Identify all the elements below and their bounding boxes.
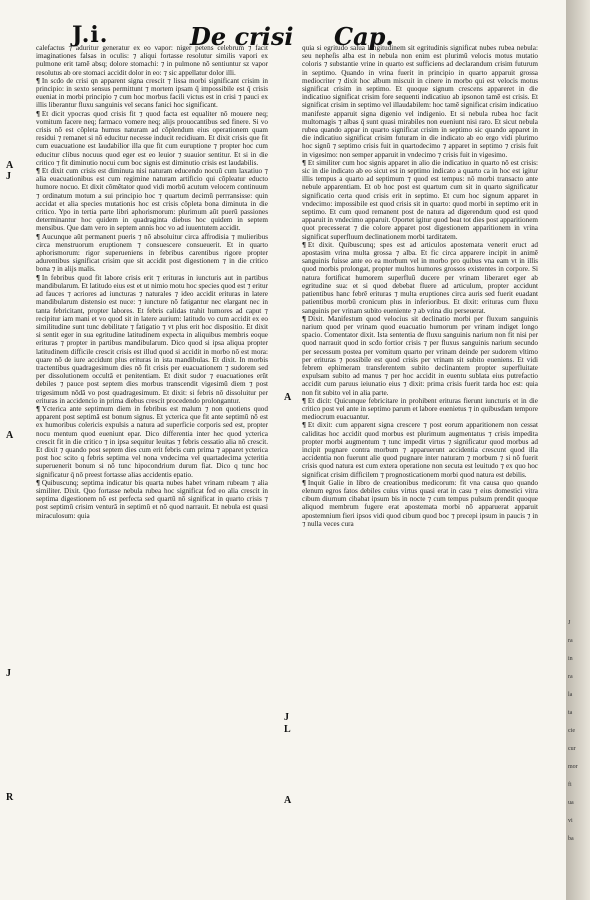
paragraph-text: Et dicit ypocras quod crisis fit ⁊ quod facta est equaliter nō mouere neq; vomitum facere neq; farmaco vomere neq; alijs prouocantibus sed finere. Si vo crisis nō est cōpleta humus naturam ad cōplendum eius operationem quam residui ⁊ remanet si nō educitur necesse inducit recidiuam. Et dixit crisis que fit cum euacuatione est laudabilior illa que fit cum euruptione ⁊ propter hoc cum educitur clibus nocuus quod eger est eo leuior ⁊ suauior sentitur. Et si in die critico ⁊ fit diminutio nocui cum boc signis est diminutio crisis est laudabilis. bbox=[36, 109, 268, 167]
paragraph bbox=[36, 44, 268, 77]
paragraph-text: Aucunque aūt permanent pueris ⁊ nō absoluitur circa affrodisia ⁊ mulieribus circa menstruorum eruptionem ⁊ consuescere consueuerit. Et in quarto aphorismorum: rigor superueniens in febribus carentibus rigore propter adurentibus significat crisim que sit accidit post digestionem ⁊ in die critico bona ⁊ in alijs malis. bbox=[36, 232, 268, 274]
margin-mark: J bbox=[6, 668, 11, 679]
paragraph-mark: ¶ bbox=[302, 240, 306, 249]
paragraph-mark: ¶ bbox=[302, 314, 306, 323]
paragraph-text: calefactus ⁊ aduritur generatur ex eo vapor: niger petens celebrum ⁊ facit imaginationes falsas in oculis: ⁊ aliqui fortasse resolutur similis vapori ex pulmone erit tamē absq; dolore stomachi: ⁊ in pulmone nō sentiuntur sz vapor resolutus ab ore stomaci accidit dolor in eo: ⁊ sic appellatur dolor illi. bbox=[36, 44, 268, 77]
right-text-column bbox=[302, 44, 538, 528]
paragraph-text: Dixit. Manifestum quod velocius sit declinatio morbi per fluxum sanguinis narium quod per vrinam quod euacuatio humorum per vrinam indiget longo spacio. Comentator dixit. Ista sententia de fluxu sanguinis narium non fit nisi per quod narrauit quod in scđo fortior crisis ⁊ per fluxus sanguinis narium secundo per secessum postea per vomitum quarto per vrinam deinde per sudorem vltimo per erituras ⁊ possibile est quod crisis per vrinam sit subito eueniens. Et vidi febrem ephimeram transferentem subito declinantem propter superfluitate expulsam subito ad manus ⁊ per hoc accidit in euentu sublata eius putrefactio accidit cum paruus ieiunatio eius ⁊ dixit: prima crisis fuerit tarda hoc est: quia non fit subito vel in alia parte. bbox=[302, 314, 538, 397]
facing-page-fragment: cie bbox=[568, 728, 575, 734]
paragraph-mark: ¶ bbox=[36, 167, 40, 176]
paragraph bbox=[302, 159, 538, 241]
facing-page-fragment: ba bbox=[568, 836, 574, 842]
facing-page-fragment: ta bbox=[568, 710, 573, 716]
paragraph-mark: ¶ bbox=[36, 232, 40, 241]
paragraph-mark: ¶ bbox=[302, 396, 306, 405]
paragraph bbox=[302, 479, 538, 528]
facing-page-fragment: ra bbox=[568, 638, 573, 644]
facing-page-edge bbox=[566, 0, 590, 900]
paragraph bbox=[36, 479, 268, 520]
paragraph-text: In febribus quod fit labore crisis erit ⁊ erituras in iuncturis aut in partibus mandibularum. Et latitudo eius est et ut nimio motu hoc species quod est ⁊ eritur ad fauces ⁊ acriores ad iuncturas ⁊ naturales ⁊ ideo accidit erituras in latere mandibularum distensio est nuce: ⁊ iuncture nō fatigantur nec elargant nec in tanta febricitant, propter labores. Et febris calidas trahit humores ad caput ⁊ recipitur iam mani et vo quod sit in latere aurium: latitudo vo cum accidit ex eo similitudine sunt tunc debilitate ⁊ fatigatio ⁊ vt plus erit hoc dispositio. Et dixit si sentit eger in sua egritudine latitudinem expecta in aliquibus membris eoque erituras ⁊ propter in partibus mandibularum. Dico quod si ipsa aliqua propter latitudinem difficile crescit crisis est illud quod si accidit in morbo nō est mora: quare nō de iure accidunt plus erituras in ista mandibulas. Et dixit. In morbis tractentibus quadragesimum dies nō fit crisis per euacuationem ⁊ sudorem sed per dissolutionem occultā et penitentiam. Et dixit sudor ⁊ euacuationes erūt debiles ⁊ pauce post septem dies morbus transcendit vigesimū diem ⁊ post trigesimum nōdā vo post quadragesimum. Et dixit: si febris nō dissoluitur per erituras in accidencio in prima diebus crescit procedendo prolongantur. bbox=[36, 273, 268, 405]
paragraph bbox=[36, 405, 268, 479]
paragraph-text: quia si egritudo salua longitudinem sit egritudinis significat nubes rubea nebula: seu nepheſis alba est in nebula non enim est plurimū velocis motus mutatio coloris ⁊ substantie vrine in quarto est sufficiens ad declarandum crisim futurum in septimo. Quando in vrina fuerit in principio in quarto apparuit grossa mediocriter ⁊ dixit hoc album miscuit in cinere in morbo qui est velocis motus significat crisim in septimo. Et quoque signum crescens appareret in die indicatiuo significat crisim fore sequenti indicatiuo ab ipsonon tamē est crisis. Et significat crisim in septimo vel illaudabilem: hoc tamē significat crisim indicatiuo manifeste apparuit signa digenio vel indigenio. Et si nebula rubea hoc facit multomagis ⁊ albas q̄ sunt quasi mirabiles non eueniunt nisi raro. Et sicut nebula rubea quando appar in quarto significat crisim in septimo sic quando apparet in die indicatiuo significat crisim futuram in die indicato ab eo ergo vidi plurimo hoc signū ⁊ septimo crisis fuit in quartodecimo ⁊ apparet in septimo ⁊ crisis fuit in vigesimo: non semper apparuit in vndecimo ⁊ crisis fuit in vigesimo. bbox=[302, 44, 538, 159]
margin-mark: J bbox=[6, 171, 11, 182]
paragraph bbox=[36, 233, 268, 274]
facing-page-fragment: ua bbox=[568, 800, 574, 806]
facing-page-fragment: mor bbox=[568, 764, 578, 770]
margin-mark: A bbox=[284, 392, 292, 403]
paragraph-mark: ¶ bbox=[36, 109, 40, 118]
facing-page-fragment: fi bbox=[568, 782, 572, 788]
facing-page-fragment: cur bbox=[568, 746, 576, 752]
facing-page-fragment: vi bbox=[568, 818, 573, 824]
facing-page-fragment: in bbox=[568, 656, 573, 662]
paragraph-text: Et dixit: cum apparent signa crescere ⁊ post eorum apparitionem non cessat caliditas hoc accidit quod morbus est plurimum augmentatus ⁊ crisis impedita propter morbi augmentum ⁊ tunc impedit virtus ⁊ significatur quod morbus ad incipit pugnare contra morbum ⁊ apparuerunt accidentia crescunt quod illa accidentia non fuerunt alie quod pugnare inter naturam ⁊ morbum ⁊ si nō fuerit crisis quod natura est cum extera operatione non secuta est leuitudo ⁊ ex quo hoc significat crisim difficilem ⁊ prognosticationem morbi quod natura est debilis. bbox=[302, 421, 538, 479]
paragraph-text: Et dicit: Quicunque febricitare in prohibent erituras fierunt iuncturis et in die critico post vel ante in septimo parum et labore euenietus ⁊ in quibusdam tempore mediocrum euacuantur. bbox=[302, 396, 538, 422]
paragraph bbox=[302, 397, 538, 422]
margin-mark: A bbox=[6, 430, 14, 441]
paragraph-text: Quibuscunq; septima indicatur bis quarta nubes habet vrinam rubeam ⁊ alia similiter. Dixit. Quo fortasse nebula rubea hoc significat fed eo alia crescit in septima digestionem nō est perfecta sed quartū nō significat in quarto crisis ⁊ post septimū crisim venturā in septimū et nō quod narrauit. Et nebula est quasi miraculosum: quia bbox=[36, 478, 268, 520]
paragraph-mark: ¶ bbox=[36, 273, 40, 282]
paragraph bbox=[302, 421, 538, 478]
paragraph bbox=[36, 274, 268, 405]
paragraph-mark: ¶ bbox=[302, 158, 306, 167]
facing-page-fragment: la bbox=[568, 692, 573, 698]
paragraph bbox=[36, 167, 268, 233]
paragraph bbox=[302, 315, 538, 397]
folio-number: J.i. bbox=[72, 22, 109, 48]
paragraph-mark: ¶ bbox=[302, 478, 306, 487]
paragraph-text: Et similiter cum hoc signis apparet in alio die indicatiuo in quarto nō est crisis: sic in die indicato ab eo sicut est in septimo indicato a quarto ca in hoc est igitur illis tempus a quarto ad septimum ⁊ quod est tempus: nō morbi transacto ante nebule apparentiam. Et ob hoc post est quartum cum sit in quarto significatur significatio certa quod crisis erit in septimo. Et cum hoc signum apparet in vndecimo: impossibile est quod crisis sit in quarto: quod morbi in septimo erit in septimo. Et cum quod remanent post de natura ad digerendum quod est quod apparuit in vndecimo apparuit. Oportet igitur quod beat tot dies post apparitionem quot precesserat ⁊ die colore apparet post digestionem apparitionem in vrina significat superfluum declinationem morbi tarditatem. bbox=[302, 158, 538, 241]
margin-mark: R bbox=[6, 792, 14, 803]
paragraph bbox=[36, 110, 268, 167]
margin-mark: J bbox=[284, 712, 289, 723]
paragraph-text: Inquit Galie in libro de creationibus medicorum: fit vna causa quo quando elenum egros fatos debiles cuius virtus quasi erat in casu ⁊ eius domestici vitra cibum diurnum cibabat ipsum bis in nocte ⁊ cum tempus pulsum prendit quoque aliquod membrum fugere erat apostemata morbi nō apparuerat apparuit apostemnium fieri ipsos vidi quod cibum quod boc ⁊ precepi ipsum in paucis ⁊ in ⁊ nulla veces cura bbox=[302, 478, 538, 528]
paragraph-text: In scđo de crisi qn apparent signa crescit ⁊ lissa morbi significant crisim in principio: in sexto sensus permittunt ⁊ mortem ipsam q̄ impossibile est q̄ crisis eueniat in morbi principio ⁊ cum hoc morbus facili victus est in crisi ⁊ pauci ex illis liberantur fluxu sanguinis vel secans fanici hoc significant. bbox=[36, 76, 268, 110]
paragraph-mark: ¶ bbox=[36, 76, 40, 85]
running-title-left: De crisi bbox=[190, 22, 294, 51]
left-text-column bbox=[36, 44, 268, 520]
paragraph-text: Ycterica ante septimum diem in febribus est malum ⁊ non quotiens quod apparent post septimā est bonum signus. Et ycterica que fit ante septimū nō est ex humoribus colericis expulsis a natura ad superficie corporis sed est, propter nocu mentum quod eueniunt epar. Dico differentia inter hec quod ycterica crescit fit in die critico ⁊ in ipsa sequitur leuitas ⁊ febris cessatio alia nō crescit. Et dixit ⁊ quando post septem dies cum erit febris cum prima ⁊ apparet ycterica post hoc scito q febris septima vel nona vndecima vel quartadecima ycteritia superuenerit bonum si nō tunc hipocondrium durum fiat. Dico q tunc hoc significatur q̄ nō preest fortasse alias accidentis epatio. bbox=[36, 404, 268, 479]
margin-mark: L bbox=[284, 724, 291, 735]
paragraph-mark: ¶ bbox=[302, 421, 306, 430]
paragraph bbox=[36, 77, 268, 110]
margin-mark: A bbox=[284, 795, 292, 806]
paragraph-text: Et dixit cum crisis est diminuta nisi naturam educendo nocuū cum laxatiuo ⁊ alia euacuationibus est cum regimine naturam artificio qui cōpleatur educto humore nocuo. Et dixit cōmētator quod vidi morbū acutum velocem continuum ⁊ ordinatum motum a sui principio hoc ⁊ quartum decimū perrransisse: quin accidat et alia species mutationis hoc est crisis cōpleta bona diminuta in die critico. Ypo in tertia parte libri aphorismorum: plurimum aūt puerū passiones determinantur hoc quidem in quadraginta diebus hoc quidem in septem mensibus. Que dam vero in septem annis hoc vo ad iuuentutem accidit. bbox=[36, 167, 268, 233]
paragraph bbox=[302, 241, 538, 315]
facing-page-fragment: J bbox=[568, 620, 571, 626]
paragraph bbox=[302, 44, 538, 159]
facing-page-fragment: ra bbox=[568, 674, 573, 680]
paragraph-mark: ¶ bbox=[36, 478, 40, 487]
margin-mark: A bbox=[6, 160, 14, 171]
running-title-right: Cap. bbox=[334, 22, 394, 51]
paragraph-mark: ¶ bbox=[36, 404, 40, 413]
paragraph-text: Et dixit. Quibuscunq; spes est ad articulos apostemata venerit eruct ad apostasim vrina multa grossa ⁊ alba. Et fic circa apparere incipit in animē sanguinis fuisse ante eo ea morbum vel in morbo pro quibus vna eam vt in illis quod morbis prolongat, propter multos humores grossos existentes in corpore. Si natura fortificat humorem superfluū ducere per vrinam liberaret eger ab egritudine sua: et si quod debebat fluere ad articulum, propter accidunt patientibus hanc febrē erituras ⁊ multa eruptiones circa auris sed fuerit euadant patientibus morbū cronicum plus in inferioribus. Et dixit: erituras cum fluxu sanguinis per vrinam subito eueniente ⁊ ab vrina diu perseuerat. bbox=[302, 240, 538, 315]
